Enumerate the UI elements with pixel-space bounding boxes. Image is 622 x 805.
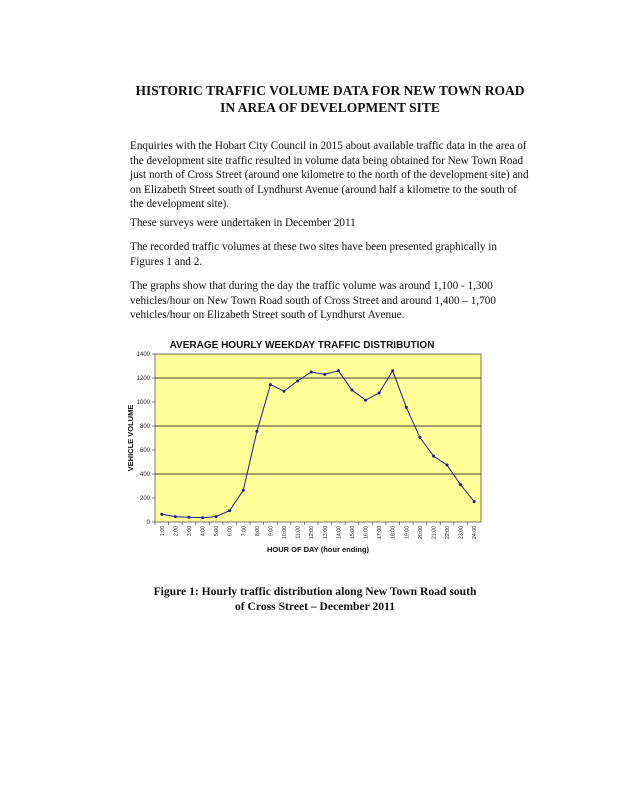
data-point	[350, 389, 353, 392]
y-axis-label: VEHICLE VOLUME	[126, 404, 135, 472]
x-tick-label: 21:00	[431, 526, 438, 539]
title-line-2: IN AREA OF DEVELOPMENT SITE	[220, 100, 440, 115]
x-tick-label: 19:00	[404, 526, 411, 539]
x-tick-label: 5:00	[214, 526, 221, 537]
data-point	[296, 380, 299, 383]
y-tick-label: 200	[139, 496, 150, 503]
y-tick-label: 1200	[136, 376, 150, 383]
data-point	[405, 406, 408, 409]
x-tick-label: 17:00	[377, 526, 384, 539]
paragraph-survey-date: These surveys were undertaken in December 2011	[130, 217, 356, 229]
data-point	[418, 436, 421, 439]
data-point	[459, 483, 462, 486]
x-axis-label: HOUR OF DAY (hour ending)	[266, 545, 370, 554]
x-tick-label: 22:00	[445, 526, 452, 539]
data-point	[242, 489, 245, 492]
data-point	[473, 500, 476, 503]
data-point	[432, 455, 435, 458]
x-tick-label: 1:00	[159, 526, 166, 537]
document-title	[100, 82, 560, 116]
traffic-distribution-chart	[112, 334, 492, 582]
paragraph-figures: The recorded traffic volumes at these two sites have been presented graphically in Figures 1 and 2.	[130, 241, 497, 268]
y-tick-label: 1000	[136, 400, 150, 407]
x-tick-label: 20:00	[417, 526, 424, 539]
data-point	[228, 509, 231, 512]
x-tick-label: 4:00	[200, 526, 207, 537]
x-tick-label: 9:00	[268, 526, 275, 537]
x-tick-label: 10:00	[282, 526, 289, 539]
data-point	[174, 515, 177, 518]
y-tick-label: 400	[139, 472, 150, 479]
y-tick-label: 800	[139, 424, 150, 431]
chart-title: AVERAGE HOURLY WEEKDAY TRAFFIC DISTRIBUTION	[169, 340, 435, 351]
data-point	[255, 430, 258, 433]
x-tick-label: 24:00	[472, 526, 479, 539]
x-tick-label: 11:00	[295, 526, 302, 539]
x-tick-label: 18:00	[390, 526, 397, 539]
caption-line-1: Figure 1: Hourly traffic distribution along New Town Road south	[153, 585, 477, 598]
x-tick-label: 16:00	[363, 526, 370, 539]
x-tick-label: 23:00	[458, 526, 465, 539]
data-point	[310, 371, 313, 374]
data-point	[201, 516, 204, 519]
data-point	[160, 513, 163, 516]
data-point	[337, 369, 340, 372]
data-point	[269, 383, 272, 386]
y-tick-label: 1400	[136, 352, 150, 359]
x-tick-label: 8:00	[254, 526, 261, 537]
data-point	[215, 515, 218, 518]
x-tick-label: 7:00	[241, 526, 248, 537]
plot-area	[155, 354, 481, 522]
paragraph-enquiries: Enquiries with the Hobart City Council in 2015 about available traffic data in the area of the development site traffic resulted in volume data being obtained for New Town Road just north of Cross Street (around one kilometre to the north of the development site) and on Elizabeth Street south of Lyndhurst Avenue (around half a kilometre to the south of the development site).	[130, 140, 529, 211]
data-point	[283, 390, 286, 393]
data-point	[391, 369, 394, 372]
x-tick-label: 15:00	[349, 526, 356, 539]
x-tick-label: 6:00	[227, 526, 234, 537]
x-tick-label: 12:00	[309, 526, 316, 539]
data-point	[323, 373, 326, 376]
data-point	[446, 464, 449, 467]
y-tick-label: 600	[139, 448, 150, 455]
paragraph-volumes: The graphs show that during the day the traffic volume was around 1,100 - 1,300 vehicles/hour on New Town Road south of Cross Street and around 1,400 – 1,700 vehicles/hour on Elizabeth Street south of Lyndhurst Avenue.	[130, 280, 496, 322]
x-tick-label: 3:00	[186, 526, 193, 537]
x-tick-label: 2:00	[173, 526, 180, 537]
x-tick-label: 13:00	[322, 526, 329, 539]
caption-line-2: of Cross Street – December 2011	[234, 599, 396, 613]
title-line-1: HISTORIC TRAFFIC VOLUME DATA FOR NEW TOWN ROAD	[135, 83, 525, 98]
data-point	[378, 392, 381, 395]
x-tick-label: 14:00	[336, 526, 343, 539]
figure-caption	[130, 585, 500, 614]
y-tick-label: 0	[146, 520, 150, 527]
data-point	[364, 399, 367, 402]
data-point	[187, 516, 190, 519]
